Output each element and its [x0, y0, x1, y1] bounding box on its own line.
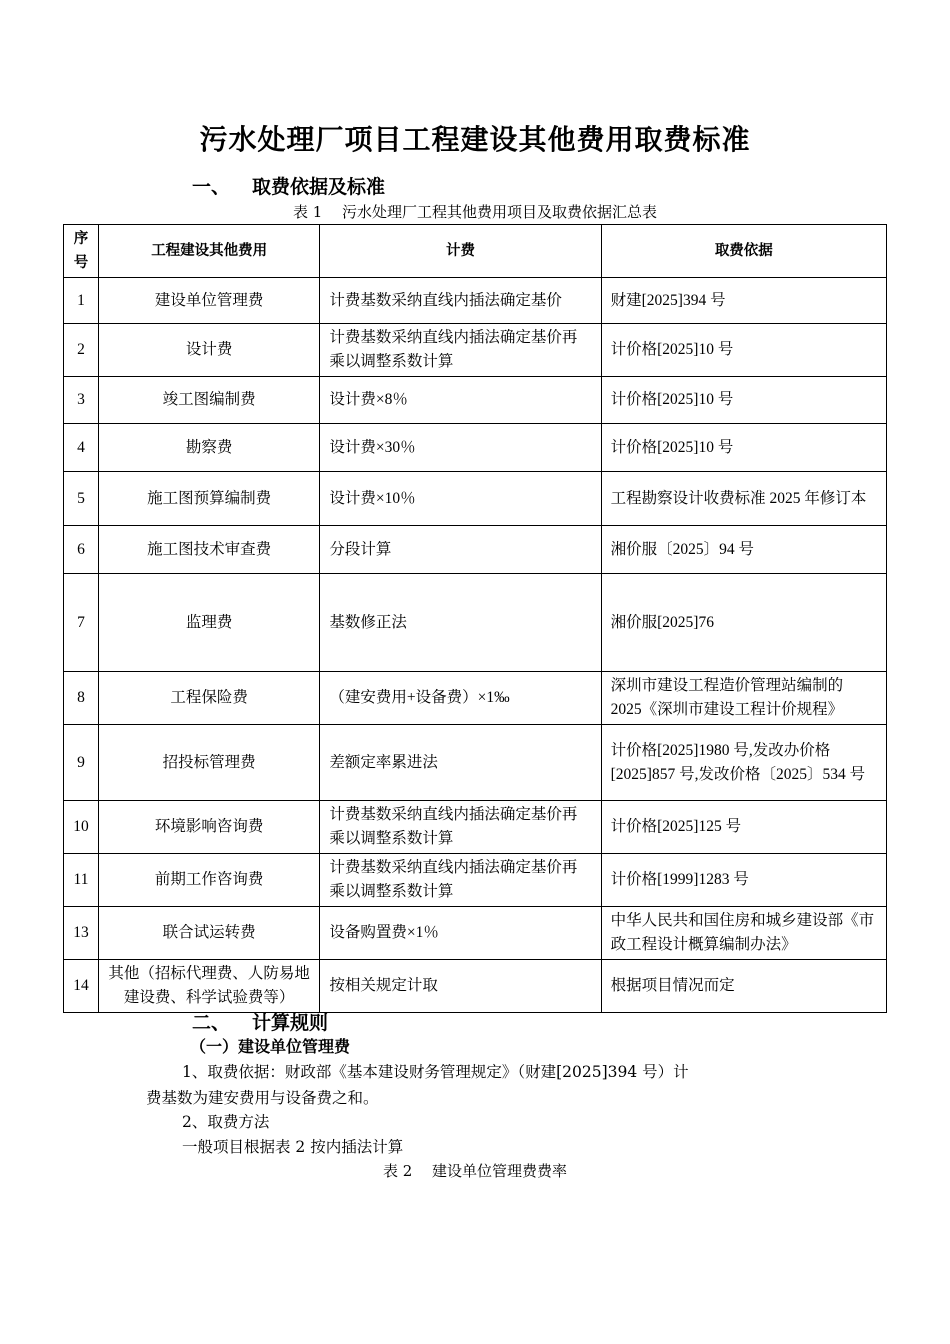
- fee-name: 环境影响咨询费: [98, 801, 319, 854]
- table-row: [64, 278, 887, 324]
- paragraph-line: 2、取费方法: [182, 1113, 270, 1131]
- header-cell: 序号: [64, 225, 99, 278]
- table-caption-1: 表 1 污水处理厂工程其他费用项目及取费依据汇总表: [292, 203, 658, 221]
- fee-basis: 计价格[2025]125 号: [601, 801, 886, 854]
- fee-calculation: 设计费×8％: [320, 377, 601, 424]
- fee-basis: 湘价服〔2025〕94 号: [601, 526, 886, 574]
- table-row: [64, 324, 887, 377]
- fee-basis: 计价格[2025]10 号: [601, 377, 886, 424]
- row-number: 8: [64, 672, 99, 725]
- fee-name: 建设单位管理费: [98, 278, 319, 324]
- table-caption-2: 表 2 建设单位管理费费率: [382, 1162, 568, 1180]
- table-row: [64, 907, 887, 960]
- table-row: [64, 424, 887, 472]
- row-number: 13: [64, 907, 99, 960]
- fee-calculation: 设计费×30％: [320, 424, 601, 472]
- row-number: 14: [64, 960, 99, 1013]
- row-number: 2: [64, 324, 99, 377]
- fee-name: 施工图技术审查费: [98, 526, 319, 574]
- page-title: 污水处理厂项目工程建设其他费用取费标准: [199, 123, 751, 156]
- fee-basis: 工程勘察设计收费标准 2025 年修订本: [601, 472, 886, 526]
- table-row: [64, 574, 887, 672]
- fee-name: 施工图预算编制费: [98, 472, 319, 526]
- fee-basis: 深圳市建设工程造价管理站编制的 2025《深圳市建设工程计价规程》: [601, 672, 886, 725]
- fee-name: 竣工图编制费: [98, 377, 319, 424]
- fee-calculation: 设备购置费×1％: [320, 907, 601, 960]
- table-row: [64, 672, 887, 725]
- fee-basis: 中华人民共和国住房和城乡建设部《市政工程设计概算编制办法》: [601, 907, 886, 960]
- fee-name: 勘察费: [98, 424, 319, 472]
- row-number: 6: [64, 526, 99, 574]
- row-number: 4: [64, 424, 99, 472]
- fee-name: 前期工作咨询费: [98, 854, 319, 907]
- row-number: 3: [64, 377, 99, 424]
- subsection-heading: （一）建设单位管理费: [190, 1037, 351, 1056]
- section-title: 取费依据及标准: [252, 176, 386, 198]
- fee-basis: 财建[2025]394 号: [601, 278, 886, 324]
- paragraph-line: 一般项目根据表 2 按内插法计算: [182, 1138, 404, 1156]
- paragraph-line: 1、取费依据：财政部《基本建设财务管理规定》（财建[2025]394 号）计: [182, 1063, 689, 1081]
- table-row: [64, 801, 887, 854]
- table-row: [64, 725, 887, 801]
- fee-basis: 湘价服[2025]76: [601, 574, 886, 672]
- fee-name: 招投标管理费: [98, 725, 319, 801]
- fee-name: 联合试运转费: [98, 907, 319, 960]
- table-row: [64, 960, 887, 1013]
- fee-calculation: 按相关规定计取: [320, 960, 601, 1013]
- section-number: 一、: [192, 176, 231, 198]
- fee-name: 设计费: [98, 324, 319, 377]
- fee-calculation: 计费基数采纳直线内插法确定基价再乘以调整系数计算: [320, 801, 601, 854]
- table-row: [64, 472, 887, 526]
- fee-calculation: 计费基数采纳直线内插法确定基价再乘以调整系数计算: [320, 854, 601, 907]
- fee-name: 工程保险费: [98, 672, 319, 725]
- fee-basis: 根据项目情况而定: [601, 960, 886, 1013]
- fee-calculation: 差额定率累进法: [320, 725, 601, 801]
- fee-basis: 计价格[2025]10 号: [601, 424, 886, 472]
- section-title: 计算规则: [252, 1012, 329, 1034]
- fee-calculation: 计费基数采纳直线内插法确定基价再乘以调整系数计算: [320, 324, 601, 377]
- fee-table: [63, 224, 887, 1013]
- row-number: 9: [64, 725, 99, 801]
- header-cell: 工程建设其他费用: [98, 225, 319, 278]
- fee-name: 监理费: [98, 574, 319, 672]
- fee-basis: 计价格[2025]10 号: [601, 324, 886, 377]
- fee-basis: 计价格[1999]1283 号: [601, 854, 886, 907]
- fee-name: 其他（招标代理费、人防易地建设费、科学试验费等）: [98, 960, 319, 1013]
- row-number: 11: [64, 854, 99, 907]
- fee-basis: 计价格[2025]1980 号,发改办价格[2025]857 号,发改价格〔2025〕534 号: [601, 725, 886, 801]
- row-number: 10: [64, 801, 99, 854]
- section-heading-1: [192, 172, 385, 199]
- row-number: 5: [64, 472, 99, 526]
- table-row: [64, 526, 887, 574]
- fee-calculation: 计费基数采纳直线内插法确定基价: [320, 278, 601, 324]
- fee-calculation: 设计费×10％: [320, 472, 601, 526]
- section-number: 二、: [192, 1012, 231, 1034]
- paragraph-line: 费基数为建安费用与设备费之和。: [146, 1089, 379, 1107]
- header-cell: 取费依据: [601, 225, 886, 278]
- row-number: 1: [64, 278, 99, 324]
- table-row: [64, 854, 887, 907]
- fee-calculation: 基数修正法: [320, 574, 601, 672]
- fee-calculation: （建安费用+设备费）×1‰: [320, 672, 601, 725]
- table-row: [64, 377, 887, 424]
- section-heading-2: [192, 1008, 328, 1035]
- header-cell: 计费: [320, 225, 601, 278]
- row-number: 7: [64, 574, 99, 672]
- fee-calculation: 分段计算: [320, 526, 601, 574]
- table-header-row: [64, 225, 887, 278]
